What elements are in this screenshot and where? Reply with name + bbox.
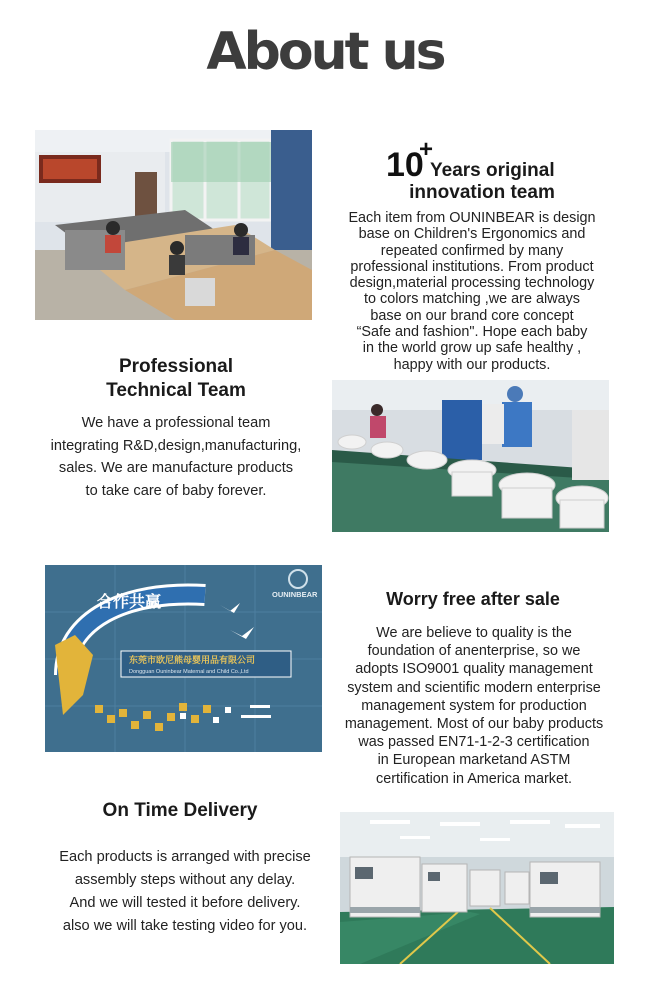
worry-line: management. Most of our baby products <box>344 716 604 733</box>
worry-line: adopts ISO9001 quality management <box>355 661 593 678</box>
professional-line: sales. We are manufacture products <box>58 460 294 477</box>
delivery-body <box>32 846 338 938</box>
worry-line: system and scientific modern enterprise <box>347 679 601 696</box>
innovation-line: professional institutions. From product <box>350 258 594 275</box>
innovation-line: Each item from OUNINBEAR is design <box>348 210 596 226</box>
company-wall-photo <box>45 565 322 752</box>
worry-body <box>326 624 622 788</box>
office-photo <box>35 130 312 320</box>
professional-line: integrating R&D,design,manufacturing, <box>50 437 302 454</box>
professional-heading-line1: Professional <box>118 356 234 377</box>
innovation-line: to colors matching ,we are always <box>364 291 580 308</box>
delivery-line: also we will take testing video for you. <box>62 918 308 934</box>
innovation-heading-line2: innovation team <box>409 182 555 203</box>
professional-body <box>22 412 330 502</box>
wall-company-cn: 东莞市欧尼熊母婴用品有限公司 <box>129 656 256 666</box>
innovation-body <box>322 210 622 373</box>
worry-line: was passed EN71-1-2-3 certification <box>358 734 590 751</box>
page-title: About us <box>206 22 444 82</box>
innovation-line: base on Children's Ergonomics and <box>358 226 586 243</box>
worry-line: in European marketand ASTM <box>377 752 571 769</box>
worry-line: foundation of anenterprise, so we <box>367 643 581 660</box>
wall-slogan: 合作共赢 <box>97 592 162 611</box>
wall-brand: OUNINBEAR <box>272 590 318 599</box>
innovation-line: design,material processing technology <box>349 275 595 292</box>
worry-line: We are believe to quality is the <box>376 625 572 641</box>
delivery-line: assembly steps without any delay. <box>74 872 296 888</box>
factory-photo <box>340 812 614 964</box>
innovation-line: “Safe and fashion". Hope each baby <box>356 324 588 341</box>
delivery-line: Each products is arranged with precise <box>59 849 311 865</box>
worry-line: certification in America market. <box>376 770 572 787</box>
professional-heading-line2: Technical Team <box>106 380 246 401</box>
worry-line: management system for production <box>361 697 587 714</box>
worry-heading: Worry free after sale <box>386 589 560 609</box>
delivery-line: And we will tested it before delivery. <box>69 895 301 911</box>
years-plus: + <box>419 136 434 163</box>
innovation-line: happy with our products. <box>393 356 551 373</box>
innovation-line: in the world grow up safe healthy , <box>362 340 582 357</box>
production-photo <box>332 380 609 532</box>
wall-company-en: Dongguan Ouninbear Maternal and Child Co.,Ltd <box>129 669 249 675</box>
delivery-heading: On Time Delivery <box>102 800 258 821</box>
innovation-line: repeated confirmed by many <box>380 242 564 259</box>
innovation-line: base on our brand core concept <box>370 307 574 324</box>
professional-line: to take care of baby forever. <box>85 482 267 499</box>
years-number: 10 <box>386 146 424 184</box>
professional-line: We have a professional team <box>81 415 271 431</box>
innovation-heading-line1: Years original <box>430 160 555 181</box>
